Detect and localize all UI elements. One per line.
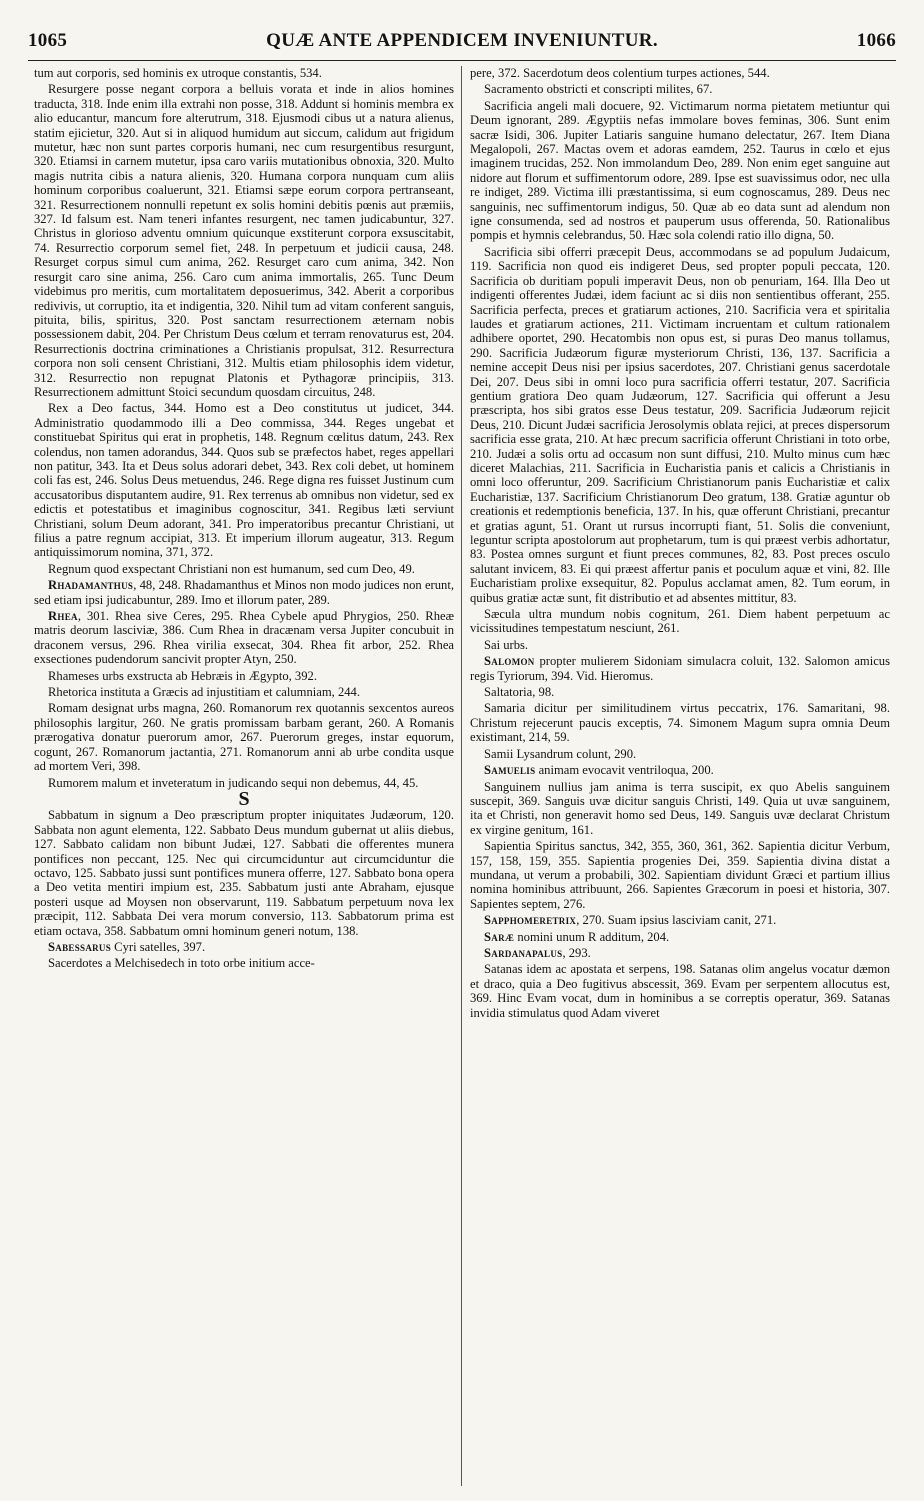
index-entry [470, 245, 890, 605]
entry-text: Sacrificia angeli mali docuere, 92. Victimarum norma pietatem metiuntur qui Deum ignorant, 289. Ægyptiis nefas immolare boves feminas, 306. Sunt enim sacræ Isidi, 306. Jupiter Latiaris sanguine humano delectatur, 267. Item Diana Megalopoli, 267. Mactas ovem et adoras eamdem, 252. Taurus in cœlo et ejus imaginem trucidas, 252. Non immolandum Deo, 289. Non enim eget sanguine aut nidore aut florum et suffimentorum odore, 289. Ipse est suavissimus odor, nec ulla re indiget, 289. Victima illi præstantissima, si eum cognoscamus, 289. Deus nec sanguinis, nec suffimentorum indigus, 50. Quæ ab eo data sunt ad alendum non igne consumenda, sed ad nostros et pauperum usus offerenda, 50. Rationalibus pompis et hymnis celebrandus, 50. Hæc sola colendi ratio illo digna, 50. [470, 98, 890, 243]
index-entry [470, 654, 890, 683]
index-entry [34, 609, 454, 667]
index-entry [34, 669, 454, 683]
entry-text: tum aut corporis, sed hominis ex utroque constantis, 534. [34, 66, 322, 80]
entry-text: Sacerdotes a Melchisedech in toto orbe initium acce- [48, 956, 315, 971]
running-title: QUÆ ANTE APPENDICEM INVENIUNTUR. [266, 30, 658, 51]
page-number-right: 1066 [856, 30, 896, 51]
index-entry [34, 66, 454, 80]
index-entry [470, 780, 890, 838]
entry-headword: Sardanapalus [484, 945, 563, 960]
entry-text: Samii Lysandrum colunt, 290. [484, 746, 637, 761]
entry-text: nomini unum R additum, 204. [514, 929, 670, 944]
index-entry [34, 701, 454, 773]
index-entry [470, 930, 890, 944]
entry-text: Sæcula ultra mundum nobis cognitum, 261. Diem habent perpetuum ac vicissitudines tempestatum nesciunt, 261. [470, 607, 890, 636]
entry-text: Rhameses urbs exstructa ab Hebræis in Ægypto, 392. [48, 668, 317, 683]
index-entry [34, 808, 454, 938]
entry-text: , 48, 248. Rhadamanthus et Minos non modo judices non erunt, sed etiam ipsi judicabuntur, 289. Imo et illorum pater, 289. [34, 578, 454, 607]
index-entry [470, 946, 890, 960]
index-entry [34, 578, 454, 607]
entry-text: , 301. Rhea sive Ceres, 295. Rhea Cybele apud Phrygios, 250. Rheæ matris deorum lasciviæ, 386. Cum Rhea in dracænam versa Jupiter concubuit in draconem versus, 296. Rhea virilia exsecat, 304. Rhea fit arbor, 252. Rhea exsectiones pudendorum sancivit propter Atyn, 250. [34, 609, 454, 667]
index-entry [470, 638, 890, 652]
entry-headword: Rhea [48, 609, 78, 624]
entry-text: Sapientia Spiritus sanctus, 342, 355, 360, 361, 362. Sapientia dicitur Verbum, 157, 158, 159, 355. Sapientia progenies Dei, 359. Sapientia divina distat a mundana, ut verum a probabili, 302. Sapientiam dividunt Græci et partium illius nomina hominibus attribuunt, 266. Sapientes Græcorum in poesi et historia, 307. Sapientes septem, 276. [470, 839, 890, 911]
index-entry [34, 940, 454, 954]
entry-text: propter mulierem Sidoniam simulacra coluit, 132. Salomon amicus regis Tyriorum, 394. Vid. Hieromus. [470, 654, 890, 683]
index-entry [470, 607, 890, 636]
entry-text: Sabbatum in signum a Deo præscriptum propter iniquitates Judæorum, 120. Sabbata non agunt elementa, 122. Sabbato Deus mundum gubernat ut aliis diebus, 127. Sabbato calidam non bibunt Judæi, 127. Sabbati die offerentes munera pontifices non peccant, 125. Nec qui circumciduntur aut circumciduntur die octavo, 125. Sabbato jussi sunt pontifices munera offerre, 127. Sabbato bona opera a Deo vetita mentiri impium est, 235. Sabbatum justi ante Abraham, ejusque posteri usque ad Moysen non observarunt, 119. Sabbatum perpetuum nova lex præcipit, 112. Sabbata Dei vera morum conversio, 113. Sabbatorum prima est etiam octava, 358. Sabbatum omni hominum generi notum, 138. [34, 808, 454, 938]
right-column [470, 66, 890, 1491]
entry-text: Samaria dicitur per similitudinem virtus peccatrix, 176. Samaritani, 98. Christum rejecerunt paucis exceptis, 74. Simonem Magum supra omnia Deum existimant, 214, 59. [470, 701, 890, 745]
index-entry [470, 839, 890, 911]
running-header [28, 30, 896, 56]
entry-headword: Sabessarus [48, 939, 112, 954]
entry-text: Satanas idem ac apostata et serpens, 198. Satanas olim angelus vocatur dæmon et draco, quia a Deo fugitivus abscessit, 369. Evam per serpentem allocutus est, 369. Hinc Evam vocat, dum in hominibus a se correptis operatur, 369. Satanas invidia stimulatus quod Adam viveret [470, 962, 890, 1020]
index-entry [470, 913, 890, 927]
entry-headword: Sapphomeretrix [484, 913, 577, 928]
index-entry [470, 66, 890, 80]
entry-text: Romam designat urbs magna, 260. Romanorum rex quotannis sexcentos aureos philosophis largitur, 260. Ne gratis promissam barbam gerant, 260. A Romanis prærogativa donatur puerorum amor, 267. Puerorum greges, instar equorum, cogunt, 267. Romanorum jactantia, 271. Romanorum anni ab urbe condita usque ad mortem Veri, 398. [34, 701, 454, 774]
entry-headword: Salomon [484, 654, 535, 669]
left-column [34, 66, 454, 1491]
entry-text: Resurgere posse negant corpora a belluis vorata et inde in alios homines traducta, 318. Inde enim illa extrahi non posse, 318. Addunt si hominis membra ex alio educantur, mancum fore alterutrum, 318. Ejusmodi cibus ut a natura alienus, statim ejicietur, 320. Aut si in aliquod humidum aut siccum, calidum aut frigidum mutetur, hæc non sunt partes corporis humani, nec cum resurgentibus resurgunt, 320. Etiamsi in carnem mutetur, ipsa caro variis mutationibus obnoxia, 320. Multo magis nutrita cibis a natura alienis, 320. Humana corpora nunquam cum aliis hominum corporibus coaluerunt, 321. Etiamsi sæpe eorum corpora pertranseant, 321. Resurrectionem nonnulli repetunt ex solis homini debitis pœnis aut præmiis, 327. Id falsum est. Nam teneri infantes resurgent, nec tamen judicabuntur, 327. Christus in glorioso adventu omnium quicunque exstiterunt corpora exsuscitabit, 74. Resurrectio corporum semel fiet, 248. In perpetuum et judicii causa, 248. Resurget corpus simul cum anima, 262. Resurget caro cum anima, 342. Non resurgit caro sine anima, 256. Caro cum anima immortalis, 265. Tunc Deum videbimus pro meritis, cum mortalitatem deposuerimus, 342. Aberit a corporibus redivivis, ut corruptio, ita et indigentia, 320. Nihil tum ad vitam conferent sanguis, pituita, bilis, spiritus, 320. Post sanctam resurrectionem æternam nobis possessionem dabit, 204. Per Christum Deus cœlum et terram renovaturus est, 204. Resurrectionis doctrina criminationes a Christianis propulsat, 312. Resurrectura corpora non soli censent Christiani, 312. Multis etiam philosophis idem videtur, 312. Resurrectio non repugnat Platonis et Pythagoræ principiis, 313. Resurrectionem admittunt Stoici secundum quosdam circuitus, 248. [34, 82, 454, 399]
entry-headword: Saræ [484, 929, 515, 944]
entry-text: Regnum quod exspectant Christiani non est humanum, sed cum Deo, 49. [48, 561, 415, 576]
column-divider [461, 66, 462, 1486]
index-entry [470, 685, 890, 699]
index-entry [470, 747, 890, 761]
header-rule [28, 60, 896, 61]
section-letter: S [238, 787, 250, 810]
entry-text: pere, 372. Sacerdotum deos colentium turpes actiones, 544. [470, 66, 770, 80]
entry-text: , 293. [562, 945, 591, 960]
index-entry [34, 401, 454, 559]
entry-text: Sanguinem nullius jam anima is terra suscipit, ex quo Abelis sanguinem suscepit, 369. Sanguis uvæ dicitur sanguis Christi, 149. Quia ut uvæ sanguinem, ita et Christi, non generavit homo sed Deus, 149. Sanguis uvæ declarat Christum ex virgine genitum, 161. [470, 779, 890, 837]
entry-text: Cyri satelles, 397. [111, 939, 206, 954]
index-entry [34, 956, 454, 970]
entry-headword: Rhadamanthus [48, 578, 134, 593]
entry-text: Saltatoria, 98. [484, 685, 555, 700]
index-entry [470, 701, 890, 744]
entry-text: Sacrificia sibi offerri præcepit Deus, accommodans se ad populum Judaicum, 119. Sacrificia non quod eis indigeret Deus, sed propter populi peccata, 120. Sacrificia ob duritiam populi imperavit Deus, non ob penuriam, 164. Illa Deo ut indigenti offerentes Judæi, idem faciunt ac si diis non sentientibus offerant, 255. Sacrificia perfecta, preces et gratiarum actiones, 210. Sacrificia vera et spiritalia laudes et gratiarum actiones, 211. Victimam incruentam et cultum rationalem adhibere oportet, 290. Hecatombis non opus est, si puras Deo manus tollamus, 290. Sacrificia Judæorum figuræ mysteriorum Christi, 136, 137. Sacrificia a nemine accepit Deus nisi per ipsius sacerdotes, 207. Christiani genus sacerdotale Dei, 207. Deus sibi in omni loco pura sacrificia offerri testatur, 207. Sacrificia gentium gratiora Deo quam Judæorum, 127. Sacrificia qui offerunt a Jesu præscripta, hos sibi gratos esse Deus testatur, 209. Sacrificia Judæorum rejicit Deus, 210. Dicunt Judæi sacrificia Jerosolymis oblata rejici, at preces dispersorum sacrificia esse grata, 210. At hæc precum sacrificia offerunt Christiani in toto orbe, 210. Judæi a solis ortu ad occasum non sunt diffusi, 210. Multo minus cum hæc diceret Malachias, 211. Sacrificia in Eucharistia panis et calicis a Christianis in omni loco offeruntur, 209. Sacrificium Christianorum panis Eucharistiæ et calix Eucharistiæ, 137. Sacrificium Christianorum Deo gratum, 138. Gratiæ aguntur ob creationis et redemptionis beneficia, 137. In his, quæ offerunt Christiani, precantur et gratias agunt, 51. Orant ut rursus incorrupti fiant, 51. Solis die conveniunt, leguntur scripta apostolorum aut prophetarum, tum is qui præest verbis adhortatur, 83. Postea omnes surgunt et fiunt preces communes, 82, 83. Post preces osculo salutant invicem, 83. Ei qui præest affertur panis et poculum aquæ et vini, 82. Ille Eucharistiam prolixe exsequitur, 82. Populus acclamat amen, 82. Tum eorum, in quibus gratiæ actæ sunt, fit distributio et ad absentes mittitur, 83. [470, 244, 890, 605]
entry-text: Rex a Deo factus, 344. Homo est a Deo constitutus ut judicet, 344. Administratio quodammodo illi a Deo commissa, 344. Reges ungebat et constituebat Spiritus qui erat in prophetis, 148. Regnum cœlitus datum, 243. Rex colendus, non tamen adorandus, 344. Quos sub se præfectos habet, reges appellari non patitur, 343. Ita et Deus solus adorari debet, 343. Rex coli debet, ut hominem coli fas est, 246. Solus Deus metuendus, 246. Rege digna res fuisset Justinum cum accusatoribus disputantem audire, 91. Rex terrenus ab omnibus non videtur, sed ex edictis et potestatibus et imaginibus cognoscitur, 341. Regibus læti serviunt Christiani, solum Deum adorant, 341. Pro imperatoribus precantur Christiani, ut filius a patre regnum accipiat, 313. Et imperium illorum augeatur, 313. Regum antiquissimorum nomina, 371, 372. [34, 401, 454, 560]
index-entry [470, 82, 890, 96]
entry-text: Rhetorica instituta a Græcis ad injustitiam et calumniam, 244. [48, 685, 360, 700]
entry-headword: Samuelis [484, 763, 536, 778]
index-entry [470, 763, 890, 777]
entry-text: Sacramento obstricti et conscripti milites, 67. [484, 82, 713, 97]
index-entry [34, 82, 454, 399]
entry-text: Rumorem malum et inveteratum in judicando sequi non debemus, 44, 45. [48, 775, 419, 790]
entry-text: animam evocavit ventriloqua, 200. [535, 763, 714, 778]
entry-text: , 270. Suam ipsius lasciviam canit, 271. [576, 913, 777, 928]
index-entry [470, 99, 890, 243]
index-entry [34, 685, 454, 699]
page-number-left: 1065 [28, 30, 68, 51]
entry-text: Sai urbs. [484, 637, 529, 652]
index-entry [470, 962, 890, 1020]
index-entry [34, 562, 454, 576]
